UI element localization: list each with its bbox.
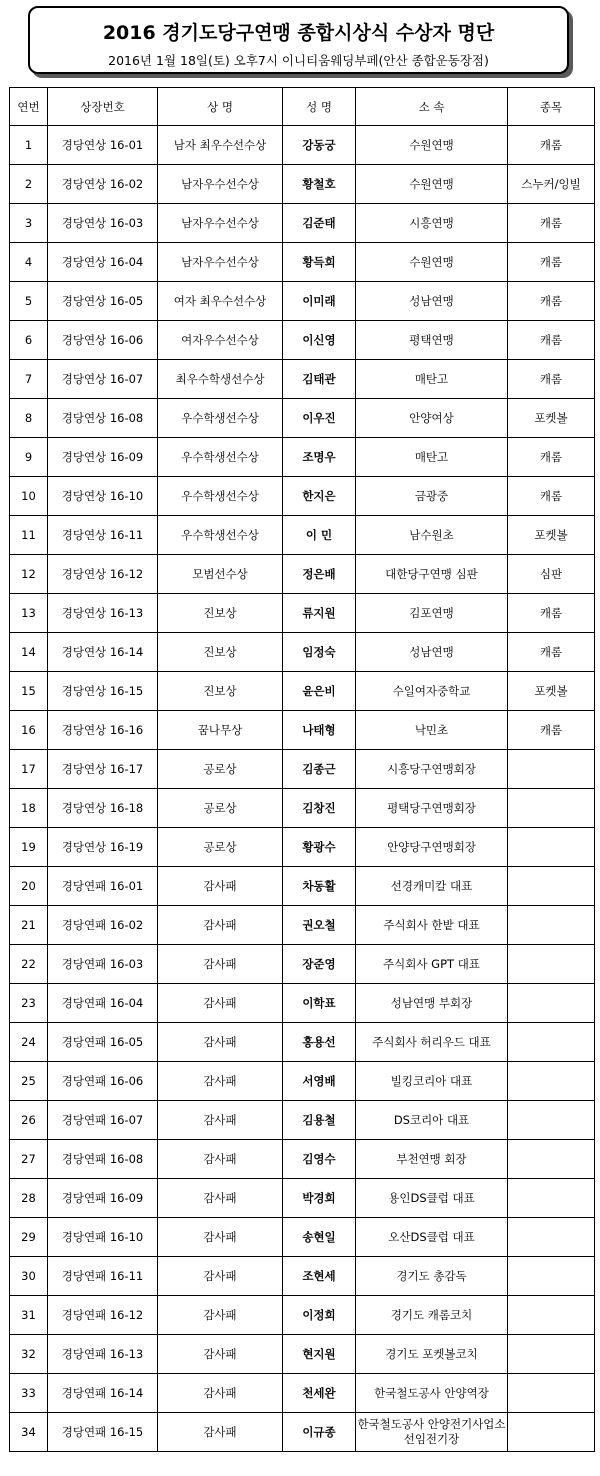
cell-index: 12 (10, 555, 48, 594)
cell-award-name: 감사패 (158, 984, 283, 1023)
table-row (10, 204, 595, 243)
table-row (10, 1101, 595, 1140)
cell-discipline (508, 1218, 595, 1257)
table-body (10, 126, 595, 1452)
cell-index: 30 (10, 1257, 48, 1296)
cell-affiliation: 남수원초 (356, 516, 508, 555)
cell-award-name: 꿈나무상 (158, 711, 283, 750)
cell-certificate-no: 경당연패 16-02 (48, 906, 158, 945)
cell-certificate-no: 경당연상 16-11 (48, 516, 158, 555)
cell-award-name: 감사패 (158, 1140, 283, 1179)
cell-award-name: 공로상 (158, 789, 283, 828)
cell-award-name: 여자우수선수상 (158, 321, 283, 360)
cell-award-name: 감사패 (158, 1296, 283, 1335)
cell-person-name: 강동궁 (283, 126, 356, 165)
cell-discipline (508, 1335, 595, 1374)
table-row (10, 360, 595, 399)
cell-affiliation: 평택연맹 (356, 321, 508, 360)
cell-award-name: 진보상 (158, 633, 283, 672)
cell-certificate-no: 경당연상 16-15 (48, 672, 158, 711)
cell-certificate-no: 경당연상 16-16 (48, 711, 158, 750)
cell-award-name: 감사패 (158, 906, 283, 945)
cell-index: 27 (10, 1140, 48, 1179)
cell-award-name: 감사패 (158, 1179, 283, 1218)
cell-person-name: 정은배 (283, 555, 356, 594)
cell-person-name: 류지원 (283, 594, 356, 633)
table-row (10, 828, 595, 867)
cell-certificate-no: 경당연패 16-09 (48, 1179, 158, 1218)
table-row (10, 165, 595, 204)
cell-affiliation: 대한당구연맹 심판 (356, 555, 508, 594)
cell-index: 7 (10, 360, 48, 399)
cell-index: 22 (10, 945, 48, 984)
cell-discipline (508, 1296, 595, 1335)
table-row (10, 1179, 595, 1218)
cell-affiliation: 수원연맹 (356, 243, 508, 282)
table-row (10, 399, 595, 438)
cell-index: 34 (10, 1413, 48, 1452)
cell-person-name: 황광수 (283, 828, 356, 867)
cell-certificate-no: 경당연상 16-02 (48, 165, 158, 204)
cell-affiliation: 주식회사 GPT 대표 (356, 945, 508, 984)
table-row (10, 516, 595, 555)
cell-affiliation: 시흥연맹 (356, 204, 508, 243)
cell-person-name: 이규종 (283, 1413, 356, 1452)
cell-discipline: 캐롬 (508, 711, 595, 750)
cell-index: 19 (10, 828, 48, 867)
cell-index: 13 (10, 594, 48, 633)
cell-certificate-no: 경당연패 16-11 (48, 1257, 158, 1296)
cell-discipline: 포켓볼 (508, 672, 595, 711)
cell-award-name: 공로상 (158, 828, 283, 867)
table-header-row (10, 88, 595, 126)
cell-award-name: 공로상 (158, 750, 283, 789)
table-row (10, 789, 595, 828)
cell-certificate-no: 경당연상 16-18 (48, 789, 158, 828)
table-row (10, 126, 595, 165)
cell-award-name: 남자 최우수선수상 (158, 126, 283, 165)
cell-discipline (508, 1101, 595, 1140)
cell-person-name: 김태관 (283, 360, 356, 399)
cell-discipline (508, 1023, 595, 1062)
cell-affiliation: 주식회사 허리우드 대표 (356, 1023, 508, 1062)
cell-index: 17 (10, 750, 48, 789)
table-row (10, 1296, 595, 1335)
cell-award-name: 모범선수상 (158, 555, 283, 594)
cell-affiliation: 경기도 총감독 (356, 1257, 508, 1296)
cell-affiliation: 경기도 캐롬코치 (356, 1296, 508, 1335)
cell-discipline: 캐롬 (508, 126, 595, 165)
cell-person-name: 김영수 (283, 1140, 356, 1179)
cell-index: 5 (10, 282, 48, 321)
cell-certificate-no: 경당연상 16-07 (48, 360, 158, 399)
award-roster-table (9, 87, 595, 1452)
cell-person-name: 송현일 (283, 1218, 356, 1257)
table-row (10, 594, 595, 633)
cell-certificate-no: 경당연상 16-08 (48, 399, 158, 438)
cell-affiliation: 낙민초 (356, 711, 508, 750)
cell-person-name: 서영배 (283, 1062, 356, 1101)
cell-award-name: 감사패 (158, 1101, 283, 1140)
cell-discipline (508, 828, 595, 867)
cell-affiliation: 선경캐미칼 대표 (356, 867, 508, 906)
col-header-certificate-no: 상장번호 (48, 88, 158, 126)
cell-person-name: 임정숙 (283, 633, 356, 672)
cell-award-name: 최우수학생선수상 (158, 360, 283, 399)
cell-discipline: 심판 (508, 555, 595, 594)
cell-award-name: 남자우수선수상 (158, 165, 283, 204)
cell-certificate-no: 경당연상 16-10 (48, 477, 158, 516)
cell-affiliation: DS코리아 대표 (356, 1101, 508, 1140)
cell-person-name: 조현세 (283, 1257, 356, 1296)
cell-certificate-no: 경당연상 16-06 (48, 321, 158, 360)
cell-discipline (508, 984, 595, 1023)
cell-certificate-no: 경당연상 16-05 (48, 282, 158, 321)
cell-award-name: 우수학생선수상 (158, 516, 283, 555)
cell-certificate-no: 경당연패 16-04 (48, 984, 158, 1023)
cell-affiliation: 안양여상 (356, 399, 508, 438)
cell-certificate-no: 경당연상 16-09 (48, 438, 158, 477)
cell-certificate-no: 경당연상 16-04 (48, 243, 158, 282)
cell-person-name: 장준영 (283, 945, 356, 984)
cell-certificate-no: 경당연상 16-13 (48, 594, 158, 633)
cell-certificate-no: 경당연패 16-05 (48, 1023, 158, 1062)
cell-index: 1 (10, 126, 48, 165)
cell-index: 3 (10, 204, 48, 243)
cell-discipline: 캐롬 (508, 477, 595, 516)
cell-person-name: 황철호 (283, 165, 356, 204)
cell-discipline: 캐롬 (508, 243, 595, 282)
cell-affiliation: 평택당구연맹회장 (356, 789, 508, 828)
table-row (10, 1374, 595, 1413)
cell-affiliation: 성남연맹 (356, 282, 508, 321)
cell-award-name: 우수학생선수상 (158, 477, 283, 516)
cell-certificate-no: 경당연패 16-01 (48, 867, 158, 906)
cell-person-name: 이우진 (283, 399, 356, 438)
cell-person-name: 박경희 (283, 1179, 356, 1218)
cell-person-name: 황득희 (283, 243, 356, 282)
cell-affiliation: 오산DS클럽 대표 (356, 1218, 508, 1257)
cell-person-name: 이미래 (283, 282, 356, 321)
cell-person-name: 김준태 (283, 204, 356, 243)
cell-certificate-no: 경당연패 16-08 (48, 1140, 158, 1179)
table-row (10, 633, 595, 672)
col-header-award-name: 상 명 (158, 88, 283, 126)
cell-award-name: 여자 최우수선수상 (158, 282, 283, 321)
cell-discipline: 포켓볼 (508, 399, 595, 438)
col-header-affiliation: 소 속 (356, 88, 508, 126)
cell-index: 2 (10, 165, 48, 204)
cell-discipline (508, 945, 595, 984)
cell-person-name: 이학표 (283, 984, 356, 1023)
cell-discipline: 캐롬 (508, 282, 595, 321)
table-row (10, 1023, 595, 1062)
cell-affiliation: 용인DS클럽 대표 (356, 1179, 508, 1218)
cell-certificate-no: 경당연상 16-01 (48, 126, 158, 165)
table-row (10, 945, 595, 984)
cell-index: 23 (10, 984, 48, 1023)
cell-index: 6 (10, 321, 48, 360)
cell-index: 8 (10, 399, 48, 438)
cell-index: 18 (10, 789, 48, 828)
cell-affiliation: 주식회사 한밭 대표 (356, 906, 508, 945)
cell-person-name: 김용철 (283, 1101, 356, 1140)
table-row (10, 1062, 595, 1101)
cell-affiliation: 수일여자중학교 (356, 672, 508, 711)
cell-discipline: 캐롬 (508, 438, 595, 477)
cell-index: 29 (10, 1218, 48, 1257)
table-row (10, 1335, 595, 1374)
cell-index: 28 (10, 1179, 48, 1218)
cell-discipline (508, 750, 595, 789)
cell-certificate-no: 경당연상 16-14 (48, 633, 158, 672)
cell-discipline (508, 1374, 595, 1413)
cell-index: 9 (10, 438, 48, 477)
cell-index: 14 (10, 633, 48, 672)
table-row (10, 750, 595, 789)
table-row (10, 438, 595, 477)
cell-affiliation: 성남연맹 부회장 (356, 984, 508, 1023)
cell-index: 31 (10, 1296, 48, 1335)
cell-discipline (508, 1413, 595, 1452)
cell-award-name: 남자우수선수상 (158, 243, 283, 282)
cell-person-name: 권오철 (283, 906, 356, 945)
cell-index: 16 (10, 711, 48, 750)
cell-discipline: 캐롬 (508, 594, 595, 633)
cell-certificate-no: 경당연패 16-10 (48, 1218, 158, 1257)
cell-person-name: 천세완 (283, 1374, 356, 1413)
col-header-discipline: 종목 (508, 88, 595, 126)
table-row (10, 906, 595, 945)
cell-index: 25 (10, 1062, 48, 1101)
cell-discipline: 캐롬 (508, 204, 595, 243)
table-row (10, 1257, 595, 1296)
cell-award-name: 우수학생선수상 (158, 438, 283, 477)
cell-affiliation: 수원연맹 (356, 165, 508, 204)
cell-affiliation: 금광중 (356, 477, 508, 516)
cell-person-name: 한지은 (283, 477, 356, 516)
cell-person-name: 현지원 (283, 1335, 356, 1374)
cell-person-name: 김종근 (283, 750, 356, 789)
cell-award-name: 우수학생선수상 (158, 399, 283, 438)
table-row (10, 1413, 595, 1452)
cell-award-name: 감사패 (158, 1413, 283, 1452)
cell-index: 24 (10, 1023, 48, 1062)
cell-discipline (508, 1140, 595, 1179)
cell-affiliation: 경기도 포켓볼코치 (356, 1335, 508, 1374)
cell-person-name: 홍용선 (283, 1023, 356, 1062)
table-row (10, 1218, 595, 1257)
cell-person-name: 이신영 (283, 321, 356, 360)
cell-award-name: 남자우수선수상 (158, 204, 283, 243)
cell-discipline: 스누커/잉빌 (508, 165, 595, 204)
cell-affiliation: 매탄고 (356, 360, 508, 399)
cell-certificate-no: 경당연패 16-14 (48, 1374, 158, 1413)
cell-index: 10 (10, 477, 48, 516)
cell-certificate-no: 경당연패 16-03 (48, 945, 158, 984)
cell-affiliation: 안양당구연맹회장 (356, 828, 508, 867)
table-row (10, 1140, 595, 1179)
col-header-index: 연번 (10, 88, 48, 126)
cell-affiliation: 한국철도공사 안양역장 (356, 1374, 508, 1413)
cell-affiliation: 김포연맹 (356, 594, 508, 633)
cell-person-name: 나태형 (283, 711, 356, 750)
cell-person-name: 윤은비 (283, 672, 356, 711)
cell-certificate-no: 경당연패 16-13 (48, 1335, 158, 1374)
cell-index: 33 (10, 1374, 48, 1413)
page-subtitle: 2016년 1월 18일(토) 오후7시 이니티움웨딩부페(안산 종합운동장점) (108, 53, 489, 68)
cell-discipline: 캐롬 (508, 360, 595, 399)
cell-certificate-no: 경당연상 16-19 (48, 828, 158, 867)
cell-discipline: 포켓볼 (508, 516, 595, 555)
cell-person-name: 김창진 (283, 789, 356, 828)
cell-award-name: 진보상 (158, 672, 283, 711)
cell-affiliation: 성남연맹 (356, 633, 508, 672)
cell-certificate-no: 경당연패 16-07 (48, 1101, 158, 1140)
cell-affiliation: 수원연맹 (356, 126, 508, 165)
cell-index: 26 (10, 1101, 48, 1140)
cell-discipline (508, 906, 595, 945)
table-row (10, 282, 595, 321)
cell-discipline (508, 867, 595, 906)
cell-award-name: 감사패 (158, 1257, 283, 1296)
cell-person-name: 조명우 (283, 438, 356, 477)
cell-certificate-no: 경당연패 16-06 (48, 1062, 158, 1101)
cell-affiliation: 시흥당구연맹회장 (356, 750, 508, 789)
cell-award-name: 감사패 (158, 1335, 283, 1374)
cell-discipline (508, 1257, 595, 1296)
cell-award-name: 감사패 (158, 867, 283, 906)
cell-index: 20 (10, 867, 48, 906)
table-row (10, 984, 595, 1023)
cell-award-name: 감사패 (158, 1218, 283, 1257)
cell-award-name: 진보상 (158, 594, 283, 633)
cell-award-name: 감사패 (158, 1374, 283, 1413)
cell-index: 11 (10, 516, 48, 555)
cell-person-name: 이정희 (283, 1296, 356, 1335)
cell-discipline (508, 1179, 595, 1218)
table-row (10, 243, 595, 282)
cell-affiliation: 빌킹코리아 대표 (356, 1062, 508, 1101)
cell-award-name: 감사패 (158, 945, 283, 984)
cell-person-name: 차동활 (283, 867, 356, 906)
title-box (28, 6, 569, 74)
cell-discipline: 캐롬 (508, 633, 595, 672)
cell-discipline: 캐롬 (508, 321, 595, 360)
table-row (10, 477, 595, 516)
cell-index: 4 (10, 243, 48, 282)
cell-certificate-no: 경당연상 16-03 (48, 204, 158, 243)
table-row (10, 672, 595, 711)
cell-certificate-no: 경당연상 16-17 (48, 750, 158, 789)
cell-certificate-no: 경당연상 16-12 (48, 555, 158, 594)
cell-certificate-no: 경당연패 16-15 (48, 1413, 158, 1452)
cell-award-name: 감사패 (158, 1023, 283, 1062)
cell-index: 32 (10, 1335, 48, 1374)
cell-index: 21 (10, 906, 48, 945)
cell-discipline (508, 789, 595, 828)
cell-affiliation: 매탄고 (356, 438, 508, 477)
cell-affiliation: 한국철도공사 안양전기사업소 선임전기장 (356, 1413, 508, 1452)
page-title: 2016 경기도당구연맹 종합시상식 수상자 명단 (102, 22, 495, 44)
table-row (10, 867, 595, 906)
table-row (10, 555, 595, 594)
cell-index: 15 (10, 672, 48, 711)
cell-person-name: 이 민 (283, 516, 356, 555)
cell-certificate-no: 경당연패 16-12 (48, 1296, 158, 1335)
cell-affiliation: 부천연맹 회장 (356, 1140, 508, 1179)
table-row (10, 711, 595, 750)
cell-award-name: 감사패 (158, 1062, 283, 1101)
col-header-person-name: 성 명 (283, 88, 356, 126)
cell-discipline (508, 1062, 595, 1101)
table-row (10, 321, 595, 360)
